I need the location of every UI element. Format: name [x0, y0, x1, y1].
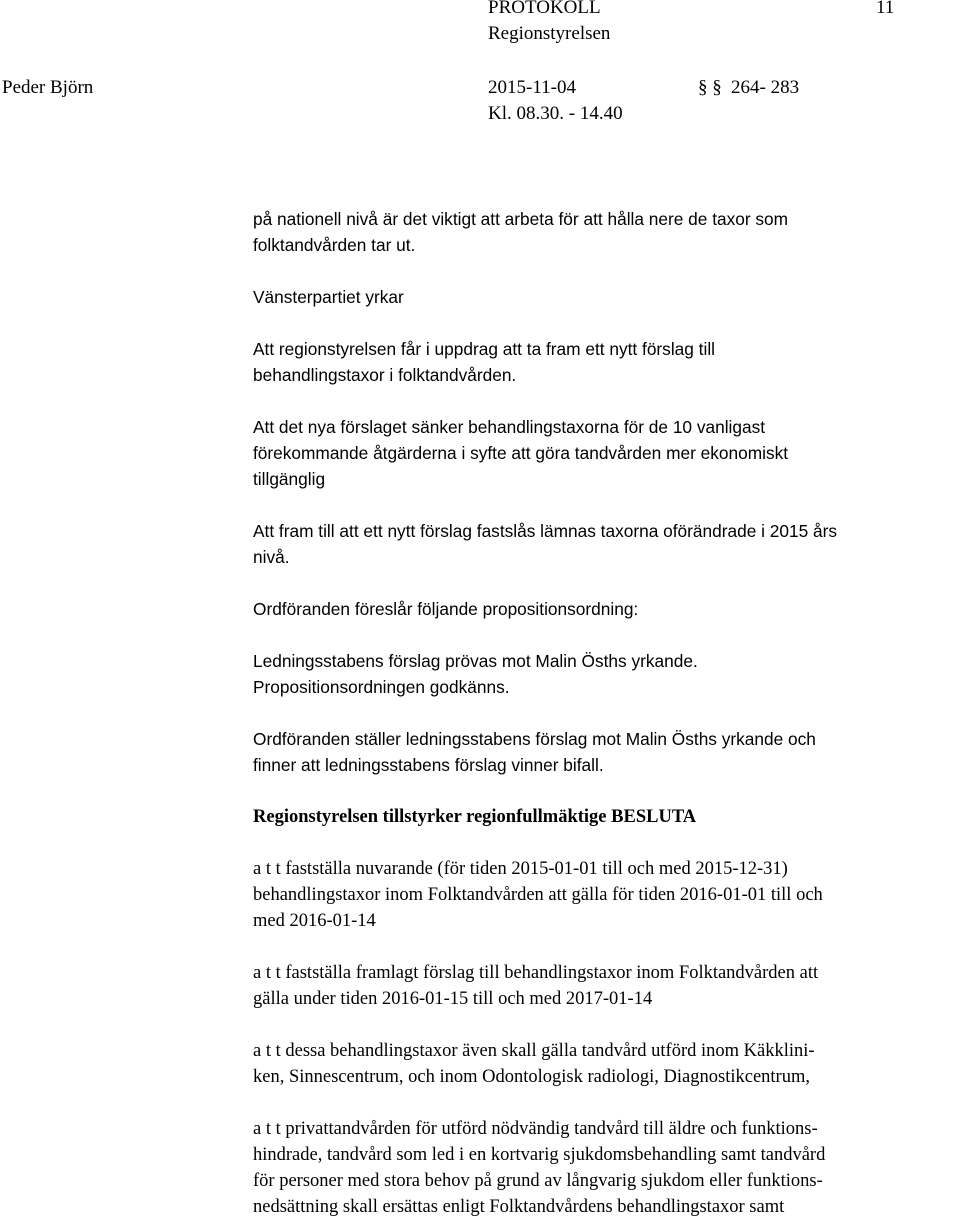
decision-clause-line: hindrade, tandvård som led i en kortvarig sjukdomsbehandling samt tandvård [253, 1145, 826, 1165]
decision-clause-line: med 2016-01-14 [253, 911, 376, 931]
proposition-line: Ledningsstabens förslag prövas mot Malin Ösths yrkande. [253, 651, 698, 671]
demand-line: nivå. [253, 547, 290, 567]
intro-text-line: folktandvården tar ut. [253, 235, 416, 255]
decision-clause-line: gälla under tiden 2016-01-15 till och med 2017-01-14 [253, 989, 653, 1009]
meeting-date: 2015-11-04 [488, 77, 576, 98]
demand-line: Att fram till att ett nytt förslag fastslås lämnas taxorna oförändrade i 2015 års [253, 521, 838, 541]
protocol-label: PROTOKOLL [488, 0, 601, 18]
party-demand-label: Vänsterpartiet yrkar [253, 287, 404, 307]
decision-clause-line: för personer med stora behov på grund av långvarig sjukdom eller funktions- [253, 1171, 823, 1191]
section-symbols: § § [698, 77, 722, 98]
chair-result-line: Ordföranden ställer ledningsstabens förslag mot Malin Ösths yrkande och [253, 729, 816, 749]
chair-result-line: finner att ledningsstabens förslag vinner bifall. [253, 755, 604, 775]
decision-clause-line: behandlingstaxor inom Folktandvården att gälla för tiden 2016-01-01 till och [253, 885, 823, 905]
proposition-line: Propositionsordningen godkänns. [253, 677, 510, 697]
decision-clause-line: a t t fastställa framlagt förslag till behandlingstaxor inom Folktandvården att [253, 963, 819, 983]
demand-line: tillgänglig [253, 469, 326, 489]
decision-clause-line: ken, Sinnescentrum, och inom Odontologisk radiologi, Diagnostikcentrum, [253, 1067, 810, 1087]
decision-clause-line: a t t dessa behandlingstaxor även skall gälla tandvård utförd inom Käkklini- [253, 1041, 815, 1061]
demand-line: Att det nya förslaget sänker behandlingstaxorna för de 10 vanligast [253, 417, 766, 437]
demand-line: förekommande åtgärderna i syfte att göra tandvården mer ekonomiskt [253, 443, 789, 463]
protocol-body [253, 206, 958, 1220]
demand-line: behandlingstaxor i folktandvården. [253, 365, 517, 385]
decision-clause-line: a t t fastställa nuvarande (för tiden 2015-01-01 till och med 2015-12-31) [253, 859, 788, 879]
page-number: 11 [876, 0, 895, 18]
person-name: Peder Björn [2, 77, 94, 98]
intro-text-line: på nationell nivå är det viktigt att arbeta för att hålla nere de taxor som [253, 209, 789, 229]
organization-name: Regionstyrelsen [488, 23, 611, 44]
demand-line: Att regionstyrelsen får i uppdrag att ta fram ett nytt förslag till [253, 339, 716, 359]
meeting-time: Kl. 08.30. - 14.40 [488, 103, 623, 124]
decision-clause-line: a t t privattandvården för utförd nödvändig tandvård till äldre och funktions- [253, 1119, 818, 1139]
decision-clause-line: nedsättning skall ersättas enligt Folktandvårdens behandlingstaxor samt [253, 1197, 785, 1217]
paragraph-range: 264- 283 [731, 77, 800, 98]
decision-heading: Regionstyrelsen tillstyrker regionfullmäktige BESLUTA [253, 807, 697, 827]
chair-proposition-text: Ordföranden föreslår följande propositionsordning: [253, 599, 639, 619]
